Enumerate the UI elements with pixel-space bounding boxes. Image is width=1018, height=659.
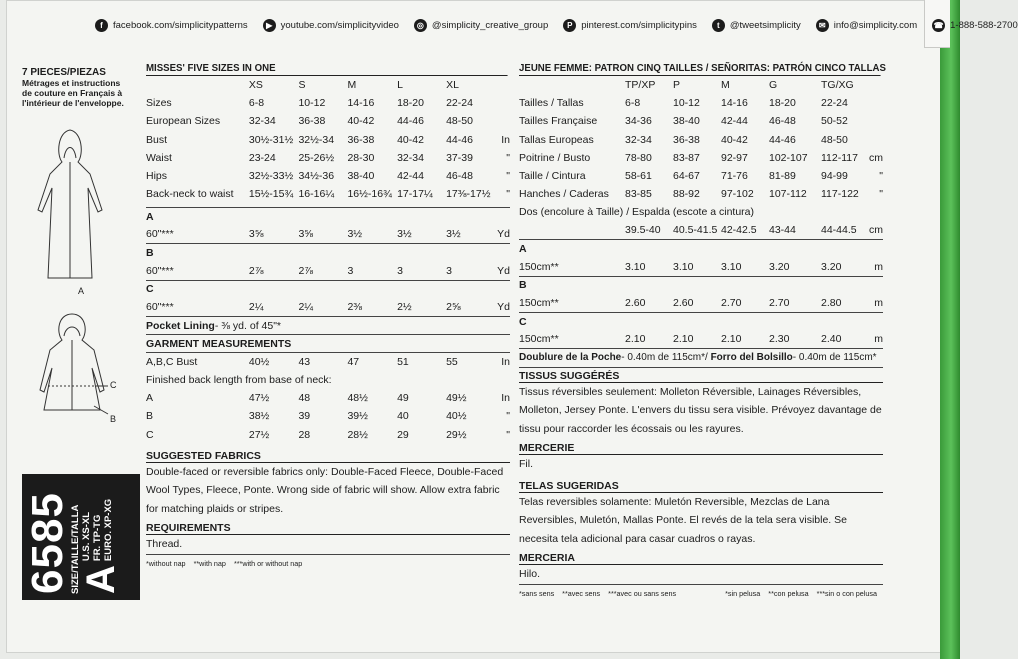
size-value: 6-8 xyxy=(625,97,641,110)
view-c-label: C xyxy=(110,380,117,390)
size-value: 83-85 xyxy=(625,188,652,201)
us-label: U.S. xyxy=(81,542,92,562)
body-measurement-row xyxy=(146,131,510,149)
unit: " xyxy=(506,428,510,441)
unit xyxy=(865,112,883,130)
dos-row xyxy=(519,222,883,240)
size-header: M xyxy=(347,79,357,92)
meterage: 2.70 xyxy=(769,294,821,312)
dos-label: Dos (encolure à Taille) / Espalda (escote a cintura) xyxy=(519,206,755,219)
french-spanish-column xyxy=(519,62,886,598)
view-a-label: A xyxy=(78,286,85,296)
size-value: 48½ xyxy=(347,392,368,405)
french-title: JEUNE FEMME: PATRON CINQ TAILLES / SEÑORITAS: PATRÓN CINCO TALLAS xyxy=(519,62,886,74)
unit: m xyxy=(865,258,883,276)
bust-value: 43 xyxy=(298,356,311,369)
body-measurement-row xyxy=(146,185,510,203)
english-column xyxy=(146,62,510,568)
lining-es-value: - 0.40m de 115cm* xyxy=(792,352,877,364)
size-value: 22-24 xyxy=(446,97,473,110)
view-a-drawing xyxy=(38,130,102,278)
yardage: 2¼ xyxy=(249,298,299,316)
body-measurement-row xyxy=(519,112,883,130)
size-header: TG/XG xyxy=(821,79,854,92)
size-value: 36-38 xyxy=(347,133,375,146)
size-heading: SIZE/TAILLE/TALLA xyxy=(70,504,81,594)
meterage: 2.10 xyxy=(721,331,769,349)
view-c-row xyxy=(519,331,883,349)
yardage: 3½ xyxy=(446,226,490,244)
meterage: 2.10 xyxy=(625,331,673,349)
unit: cm xyxy=(865,222,883,240)
yardage: 2⅝ xyxy=(446,298,490,316)
size-value: 39½ xyxy=(347,410,368,423)
size-value: 112-117 xyxy=(821,151,858,164)
size-header: L xyxy=(397,79,403,92)
unit: m xyxy=(865,294,883,312)
size-letter: A xyxy=(79,565,123,594)
yardage: 2⅞ xyxy=(249,262,299,280)
unit: " xyxy=(506,410,510,423)
size-value: 16½-16¾ xyxy=(347,188,392,201)
tissus-text: Tissus réversibles seulement: Molleton Réversible, Lainages Réversibles, Molleton, Jersey Ponte. L'envers du tissu sera visible. Prévoyez davantage de tissu pour raccorder les écossais ou les rayures. xyxy=(519,385,882,435)
instagram-link: @simplicity_creative_group xyxy=(431,19,549,31)
unit: Yd xyxy=(490,262,510,280)
size-value: 32½-33½ xyxy=(248,170,294,183)
row-label: Bust xyxy=(146,133,168,146)
dos-value: 44-44.5 xyxy=(821,222,865,240)
view-b-label: B xyxy=(110,414,117,424)
size-value: 97-102 xyxy=(721,188,754,201)
size-value: 22-24 xyxy=(821,97,848,110)
email-icon: ✉ xyxy=(816,19,829,32)
footnote: *sin pelusa xyxy=(725,588,761,598)
size-value: 40-42 xyxy=(347,115,375,128)
tissus-title: TISSUS SUGGÉRÉS xyxy=(519,370,883,383)
french-note-2: de couture en Français à xyxy=(22,88,123,98)
green-edge xyxy=(940,0,960,659)
size-value: 42-44 xyxy=(721,115,748,128)
yardage: 2½ xyxy=(397,298,446,316)
email-link: info@simplicity.com xyxy=(833,19,918,31)
pocket-lining-row xyxy=(146,316,510,334)
footnote: **avec sens xyxy=(562,588,601,598)
footnote: **con pelusa xyxy=(768,588,809,598)
width-label: 60"*** xyxy=(146,226,249,244)
unit xyxy=(865,131,883,149)
size-value: 27½ xyxy=(248,428,270,441)
meterage: 2.70 xyxy=(721,294,769,312)
size-value: 49 xyxy=(397,392,409,405)
french-note-1: Métrages et instructions xyxy=(22,78,121,88)
meterage: 3.10 xyxy=(625,258,673,276)
view-a-heading: A xyxy=(519,243,527,256)
merceria-title: MERCERIA xyxy=(519,552,883,565)
size-header-row xyxy=(519,76,883,94)
view-bc-drawing xyxy=(40,314,108,414)
pattern-number: 6585 xyxy=(23,492,72,594)
yardage: 2⅜ xyxy=(347,298,397,316)
view-a-row xyxy=(146,226,510,244)
us-sizes: XS-XL xyxy=(81,512,92,540)
meterage: 2.30 xyxy=(769,331,821,349)
size-value: 48 xyxy=(298,392,311,405)
row-label: Poitrine / Busto xyxy=(519,151,591,164)
size-value: 50-52 xyxy=(821,115,848,128)
english-size-table xyxy=(146,76,510,444)
facebook-icon: f xyxy=(95,19,108,32)
size-value: 32-34 xyxy=(248,115,276,128)
size-value: 48-50 xyxy=(446,115,473,128)
size-value: 44-46 xyxy=(397,115,424,128)
size-value: 58-61 xyxy=(625,170,652,183)
size-value: 29½ xyxy=(446,428,467,441)
view-b-row xyxy=(146,262,510,280)
size-value: 29 xyxy=(397,428,409,441)
size-header: G xyxy=(769,79,778,92)
size-value: 15½-15¾ xyxy=(248,188,294,201)
size-value: 37-39 xyxy=(446,151,473,164)
row-label: B xyxy=(146,410,154,423)
unit: cm xyxy=(869,151,883,164)
size-value: 47½ xyxy=(248,392,270,405)
row-label: Hips xyxy=(146,170,168,183)
row-label: C xyxy=(146,428,154,441)
footnote: ***with or without nap xyxy=(233,558,303,568)
size-value: 18-20 xyxy=(769,97,796,110)
bust-label: A,B,C Bust xyxy=(146,356,198,369)
lining-row xyxy=(519,349,883,367)
lining-fr-label: Doublure de la Poche xyxy=(519,352,622,364)
size-value: 71-76 xyxy=(721,170,748,183)
size-header: XS xyxy=(248,79,263,92)
unit xyxy=(865,94,883,112)
english-footnotes xyxy=(146,559,510,568)
view-b-heading: B xyxy=(146,247,154,260)
view-b-row xyxy=(519,294,883,312)
width-label: 150cm** xyxy=(519,331,625,349)
unit: Yd xyxy=(490,298,510,316)
meterage: 3.20 xyxy=(769,258,821,276)
yardage: 3 xyxy=(397,262,446,280)
dos-value: 42-42.5 xyxy=(721,222,769,240)
meterage: 2.60 xyxy=(673,294,721,312)
size-value: 81-89 xyxy=(769,170,796,183)
finished-length-label: Finished back length from base of neck: xyxy=(146,374,332,387)
yardage: 2¼ xyxy=(298,298,347,316)
size-header: XL xyxy=(446,79,459,92)
lining-es-label: Forro del Bolsillo xyxy=(710,352,793,364)
unit xyxy=(490,94,510,112)
row-label: Hanches / Caderas xyxy=(519,188,609,201)
yardage: 3⅝ xyxy=(298,226,347,244)
size-value: 10-12 xyxy=(673,97,700,110)
unit: In xyxy=(501,133,510,146)
size-value: 23-24 xyxy=(248,151,276,164)
unit: Yd xyxy=(490,226,510,244)
instagram-icon: ◎ xyxy=(414,19,427,32)
meterage: 2.80 xyxy=(821,294,865,312)
size-value: 83-87 xyxy=(673,151,700,164)
size-value: 40½ xyxy=(446,410,467,423)
size-value: 44-46 xyxy=(446,133,473,146)
lining-fr-value: - 0.40m de 115cm*/ xyxy=(621,352,711,364)
row-label: European Sizes xyxy=(146,115,221,128)
meterage: 2.10 xyxy=(673,331,721,349)
size-value: 38-40 xyxy=(673,115,700,128)
phone-icon: ☎ xyxy=(933,20,944,30)
pocket-lining-label: Pocket Lining xyxy=(146,319,215,332)
view-c-heading: C xyxy=(519,315,527,328)
requirements-text: Thread. xyxy=(146,535,510,555)
euro-sizes: XP-XG xyxy=(103,498,114,529)
row-label: Sizes xyxy=(146,97,172,110)
size-value: 40-42 xyxy=(397,133,424,146)
unit xyxy=(490,112,510,130)
size-value: 107-112 xyxy=(769,188,807,201)
pocket-lining-value: - ⅜ yd. of 45"* xyxy=(214,319,282,332)
size-value: 32-34 xyxy=(397,151,424,164)
size-header-row xyxy=(146,76,510,94)
size-value: 49½ xyxy=(446,392,467,405)
unit: m xyxy=(865,331,883,349)
meterage: 2.40 xyxy=(821,331,865,349)
body-measurement-row xyxy=(519,185,883,203)
size-header: M xyxy=(721,79,730,92)
finished-length-row xyxy=(146,407,510,425)
english-title: MISSES' FIVE SIZES IN ONE xyxy=(146,62,508,76)
yardage: 3⅝ xyxy=(249,226,299,244)
unit: " xyxy=(879,188,883,201)
size-value: 64-67 xyxy=(673,170,700,183)
footnote: ***sin o con pelusa xyxy=(816,588,877,598)
pieces-count: 7 PIECES/PIEZAS xyxy=(22,67,106,78)
youtube-link: youtube.com/simplicityvideo xyxy=(280,19,399,31)
view-c-heading: C xyxy=(146,283,154,296)
size-value: 117-122 xyxy=(821,188,859,201)
technical-drawings xyxy=(30,128,130,428)
yardage: 2⅞ xyxy=(298,262,347,280)
row-label: Waist xyxy=(146,151,172,164)
row-label: Tailles Française xyxy=(519,115,598,128)
bust-value: 40½ xyxy=(248,356,270,369)
size-value: 39 xyxy=(298,410,311,423)
unit: " xyxy=(506,151,510,164)
bust-value: 55 xyxy=(446,356,458,369)
euro-label: EURO. xyxy=(103,531,114,562)
left-info xyxy=(22,67,140,108)
row-label: Back-neck to waist xyxy=(146,188,234,201)
merceria-text: Hilo. xyxy=(519,565,883,585)
row-label: Taille / Cintura xyxy=(519,170,586,183)
meterage: 2.60 xyxy=(625,294,673,312)
fr-sizes: TP-TG xyxy=(92,514,103,544)
size-value: 40-42 xyxy=(721,133,748,146)
width-label: 150cm** xyxy=(519,294,625,312)
dos-value: 43-44 xyxy=(769,222,821,240)
finished-length-row xyxy=(146,426,510,444)
size-value: 16-16¼ xyxy=(298,188,335,201)
bust-row xyxy=(146,353,510,371)
meterage: 3.20 xyxy=(821,258,865,276)
meterage: 3.10 xyxy=(721,258,769,276)
view-a-row xyxy=(519,258,883,276)
size-value: 78-80 xyxy=(625,151,652,164)
dos-value: 40.5-41.5 xyxy=(673,222,721,240)
size-value: 48-50 xyxy=(821,133,848,146)
bust-value: 51 xyxy=(397,356,409,369)
size-value: 34-36 xyxy=(625,115,652,128)
size-value: 30½-31½ xyxy=(248,133,294,146)
body-measurement-row xyxy=(519,149,883,167)
yardage: 3½ xyxy=(347,226,397,244)
yardage: 3 xyxy=(446,262,490,280)
body-measurement-row xyxy=(519,131,883,149)
size-header: TP/XP xyxy=(625,79,656,92)
size-header: S xyxy=(298,79,306,92)
size-value: 28-30 xyxy=(347,151,375,164)
body-measurement-row xyxy=(519,94,883,112)
meterage: 3.10 xyxy=(673,258,721,276)
size-value: 94-99 xyxy=(821,170,848,183)
size-value: 40 xyxy=(397,410,409,423)
yardage: 3 xyxy=(347,262,397,280)
width-label: 60"*** xyxy=(146,262,249,280)
french-note-3: l'intérieur de l'enveloppe. xyxy=(22,98,124,108)
row-label: A xyxy=(146,392,154,405)
size-value: 14-16 xyxy=(721,97,748,110)
size-value: 92-97 xyxy=(721,151,748,164)
bust-value: 47 xyxy=(347,356,360,369)
width-label: 60"*** xyxy=(146,298,249,316)
suggested-fabrics-title: SUGGESTED FABRICS xyxy=(146,450,510,463)
telas-title: TELAS SUGERIDAS xyxy=(519,480,883,493)
size-value: 42-44 xyxy=(397,170,424,183)
garment-measurements-title: GARMENT MEASUREMENTS xyxy=(146,335,510,353)
pattern-label xyxy=(22,474,140,600)
size-value: 6-8 xyxy=(248,97,265,110)
footnote: ***avec ou sans sens xyxy=(608,588,677,598)
pinterest-link: pinterest.com/simplicitypins xyxy=(581,19,697,31)
size-value: 46-48 xyxy=(769,115,796,128)
social-links xyxy=(95,16,1018,34)
size-value: 18-20 xyxy=(397,97,424,110)
view-b-heading: B xyxy=(519,279,527,292)
size-value: 25-26½ xyxy=(298,151,335,164)
size-value: 32½-34 xyxy=(298,133,335,146)
size-value: 28½ xyxy=(347,428,368,441)
footnote: *without nap xyxy=(146,558,186,568)
finished-length-row xyxy=(146,389,510,407)
footnote: *sans sens xyxy=(519,588,555,598)
telas-text: Telas reversibles solamente: Muletón Reversible, Mezclas de Lana Reversibles, Muletón, Mallas Ponte. El revés de la tela sera visible. Se necesita tela adicional para casar cuadros o rayas. xyxy=(519,495,847,545)
phone-number: 1-888-588-2700 xyxy=(950,19,1018,31)
unit: " xyxy=(506,170,510,183)
french-size-table xyxy=(519,76,883,368)
twitter-icon: t xyxy=(712,19,725,32)
fr-label: FR. xyxy=(92,545,103,562)
unit: " xyxy=(506,188,510,201)
width-label: 150cm** xyxy=(519,258,625,276)
body-measurement-row xyxy=(146,149,510,167)
row-label: Tallas Europeas xyxy=(519,133,594,146)
body-measurement-row xyxy=(146,112,510,130)
pinterest-icon: P xyxy=(563,19,576,32)
french-spanish-footnotes xyxy=(519,589,883,598)
size-value: 14-16 xyxy=(347,97,375,110)
requirements-title: REQUIREMENTS xyxy=(146,522,510,535)
size-value: 28 xyxy=(298,428,311,441)
size-header: P xyxy=(673,79,681,92)
size-value: 34½-36 xyxy=(298,170,335,183)
row-label: Tailles / Tallas xyxy=(519,97,584,110)
mercerie-title: MERCERIE xyxy=(519,442,883,455)
suggested-fabrics-text: Double-faced or reversible fabrics only: Double-Faced Fleece, Double-Faced Wool Types, Fleece, Ponte. Wrong side of fabric will show. Allow extra fabric for matching plaids or stripes. xyxy=(146,465,504,515)
unit: In xyxy=(501,356,510,369)
size-value: 10-12 xyxy=(298,97,326,110)
unit: In xyxy=(501,392,510,405)
size-value: 44-46 xyxy=(769,133,796,146)
size-value: 46-48 xyxy=(446,170,473,183)
footnote: **with nap xyxy=(193,558,226,568)
twitter-link: @tweetsimplicity xyxy=(729,19,801,31)
size-value: 88-92 xyxy=(673,188,700,201)
size-value: 102-107 xyxy=(769,151,808,164)
unit: " xyxy=(879,170,883,183)
body-measurement-row xyxy=(146,94,510,112)
size-value: 38½ xyxy=(248,410,270,423)
size-value: 36-38 xyxy=(673,133,700,146)
body-measurement-row xyxy=(519,167,883,185)
size-value: 38-40 xyxy=(347,170,375,183)
youtube-icon: ▶ xyxy=(263,19,276,32)
yardage: 3½ xyxy=(397,226,446,244)
view-c-row xyxy=(146,298,510,316)
dos-value: 39.5-40 xyxy=(625,222,673,240)
facebook-link: facebook.com/simplicitypatterns xyxy=(113,19,248,31)
size-value: 36-38 xyxy=(298,115,326,128)
mercerie-text: Fil. xyxy=(519,458,533,470)
body-measurement-row xyxy=(146,167,510,185)
size-value: 17⅜-17½ xyxy=(446,188,491,201)
size-value: 17-17¼ xyxy=(397,188,433,201)
size-value: 32-34 xyxy=(625,133,652,146)
view-a-heading: A xyxy=(146,210,154,223)
